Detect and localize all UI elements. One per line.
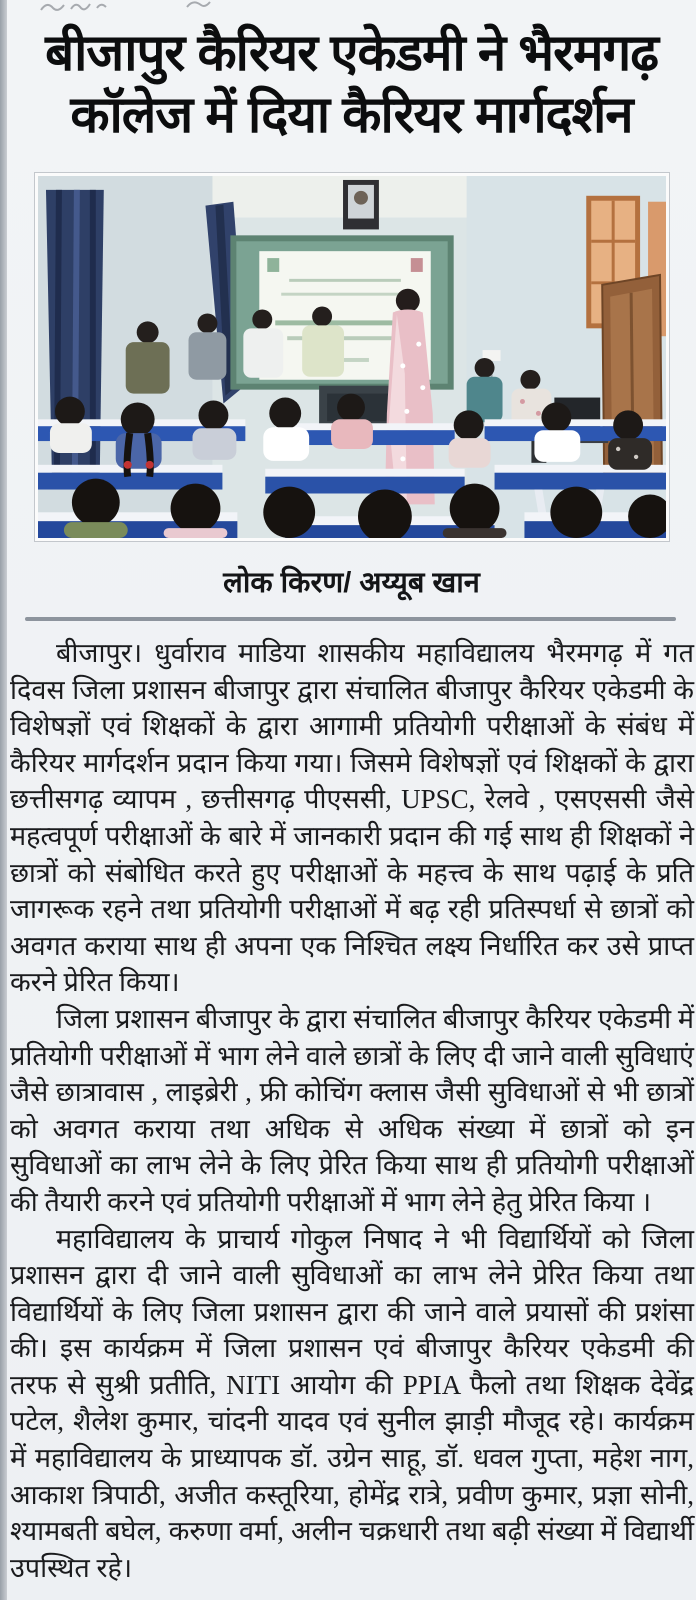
news-clipping bbox=[7, 0, 696, 1600]
article-paragraph: जिला प्रशासन बीजापुर के द्वारा संचालित बीजापुर कैरियर एकेडमी में प्रतियोगी परीक्षाओं में भाग लेने वाले छात्रों के लिए दी जाने वाली सुविधाएं जैसे छात्रावास , लाइब्रेरी , फ्री कोचिंग क्लास जैसी सुविधाओं से भी छात्रों को अवगत कराया तथा अधिक से अधिक संख्या में छात्रों को इन सुविधाओं का लाभ लेने के लिए प्रेरित किया साथ ही प्रतियोगी परीक्षाओं की तैयारी करने एवं प्रतियोगी परीक्षाओं में भाग लेने हेतु प्रेरित किया । bbox=[10, 1003, 694, 1217]
divider-rule bbox=[25, 617, 676, 621]
headline-line-2: कॉलेज में दिया कैरियर मार्गदर्शन bbox=[70, 86, 633, 143]
article-headline bbox=[15, 22, 688, 146]
article-body bbox=[7, 633, 696, 1586]
byline: लोक किरण/ अय्यूब खान bbox=[223, 567, 480, 599]
classroom-photo-illustration bbox=[38, 176, 666, 538]
article-paragraph: बीजापुर। धुर्वाराव माडिया शासकीय महाविद्यालय भैरमगढ़ में गत दिवस जिला प्रशासन बीजापुर द्वारा संचालित बीजापुर कैरियर एकेडमी के विशेषज्ञों एवं शिक्षकों के द्वारा आगामी प्रतियोगी परीक्षाओं के संबंध में कैरियर मार्गदर्शन प्रदान किया गया। जिसमे विशेषज्ञों एवं शिक्षकों के द्वारा छत्तीसगढ़ व्यापम , छत्तीसगढ़ पीएससी, UPSC, रेलवे , एसएससी जैसे महत्वपूर्ण परीक्षाओं के बारे में जानकारी प्रदान की गई साथ ही शिक्षकों ने छात्रों को संबोधित करते हुए परीक्षाओं के महत्त्व के साथ पढ़ाई के प्रति जागरूक रहने तथा प्रतियोगी परीक्षाओं में बढ़ रही प्रतिस्पर्धा से छात्रों को अवगत कराया साथ ही अपना एक निश्चित लक्ष्य निर्धारित कर उसे प्राप्त करने प्रेरित किया। bbox=[10, 638, 694, 998]
cropped-handwriting-fragment bbox=[37, 0, 257, 14]
headline-line-1: बीजापुर कैरियर एकेडमी ने भैरमगढ़ bbox=[45, 24, 658, 81]
article-paragraph: महाविद्यालय के प्राचार्य गोकुल निषाद ने भी विद्यार्थियों को जिला प्रशासन द्वारा दी जाने वाली सुविधाओं का लाभ लेने प्रेरित किया तथा विद्यार्थियों के लिए जिला प्रशासन द्वारा की जाने वाले प्रयासों की प्रशंसा की। इस कार्यक्रम में जिला प्रशासन एवं बीजापुर कैरियर एकेडमी की तरफ से सुश्री प्रतीति, NITI आयोग की PPIA फैलो तथा शिक्षक देवेंद्र पटेल, शैलेश कुमार, चांदनी यादव एवं सुनील झाड़ी मौजूद रहे। कार्यक्रम में महाविद्यालय के प्राध्यापक डॉ. उग्रेन साहू, डॉ. धवल गुप्ता, महेश नाग, आकाश त्रिपाठी, अजीत कस्तूरिया, होमेंद्र रात्रे, प्रवीण कुमार, प्रज्ञा सोनी, श्यामबती बघेल, करुणा वर्मा, अलीन चक्रधारी तथा बढ़ी संख्या में विद्यार्थी उपस्थित रहे। bbox=[10, 1223, 694, 1583]
article-photo bbox=[34, 172, 670, 542]
scanned-page-left-edge bbox=[0, 0, 7, 1600]
